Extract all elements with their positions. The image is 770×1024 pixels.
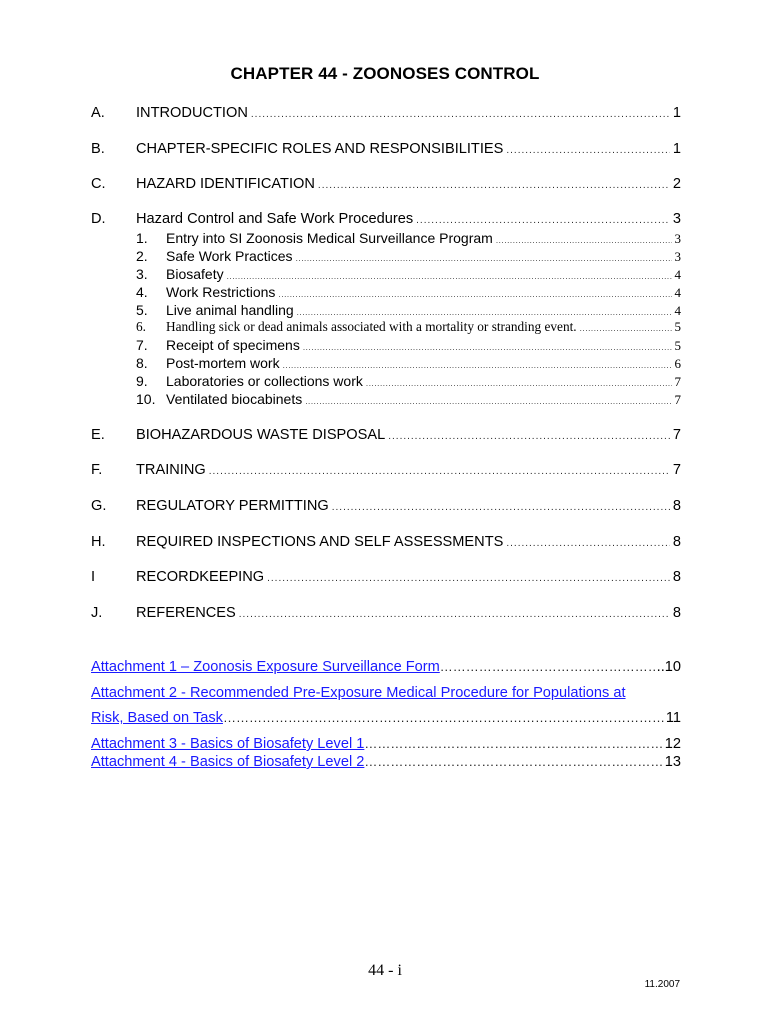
ellipsis-leader (440, 657, 657, 677)
toc-section-e[interactable] (91, 425, 681, 445)
toc-subsection-1[interactable] (136, 229, 681, 247)
toc-attachment-2[interactable] (91, 683, 681, 703)
toc-section-c[interactable] (91, 174, 681, 194)
subsection-number: 8. (136, 355, 148, 371)
toc-section-d[interactable] (91, 209, 681, 229)
dot-leader (506, 141, 670, 161)
subsection-number: 7. (136, 337, 148, 353)
subsection-number: 1. (136, 230, 148, 246)
dot-leader (318, 176, 670, 196)
toc-section-g[interactable] (91, 496, 681, 516)
subsection-number: 10. (136, 391, 156, 407)
section-page: 8 (672, 498, 681, 514)
section-page: 3 (672, 211, 681, 227)
toc-subsection-4[interactable] (136, 283, 681, 301)
section-page: 8 (672, 569, 681, 585)
section-letter: J. (91, 605, 103, 621)
dot-leader (209, 462, 670, 482)
toc-subsection-8[interactable] (136, 354, 681, 372)
section-label: BIOHAZARDOUS WASTE DISPOSAL (136, 427, 386, 443)
toc-attachment-1[interactable] (91, 657, 681, 677)
subsection-page: 6 (674, 356, 681, 371)
subsection-label: Live animal handling (166, 302, 294, 318)
toc-section-a[interactable] (91, 103, 681, 123)
footer-date: 11.2007 (644, 979, 680, 990)
section-label: CHAPTER-SPECIFIC ROLES AND RESPONSIBILITIES (136, 141, 504, 157)
subsection-page: 3 (674, 231, 681, 246)
subsection-page: 4 (674, 285, 681, 300)
subsection-page: 4 (674, 267, 681, 282)
attachment-link[interactable]: Attachment 1 – Zoonosis Exposure Surveillance Form (91, 659, 440, 675)
attachment-link[interactable]: Risk, Based on Task (91, 710, 223, 726)
section-label: Hazard Control and Safe Work Procedures (136, 211, 414, 227)
section-page: 2 (672, 176, 681, 192)
subsection-number: 3. (136, 266, 148, 282)
attachment-link[interactable]: Attachment 3 - Basics of Biosafety Level 1 (91, 736, 365, 752)
subsection-number: 6. (136, 319, 146, 334)
section-page: 7 (672, 462, 681, 478)
toc-section-b[interactable] (91, 139, 681, 159)
ellipsis-leader (364, 752, 664, 772)
section-letter: F. (91, 462, 103, 478)
dot-leader (506, 534, 670, 554)
toc-subsection-7[interactable] (136, 336, 681, 354)
dot-leader (332, 498, 670, 518)
section-label: HAZARD IDENTIFICATION (136, 176, 315, 192)
subsection-page: 3 (674, 249, 681, 264)
subsection-label: Post-mortem work (166, 355, 280, 371)
dot-leader (416, 211, 670, 231)
subsection-page: 4 (674, 303, 681, 318)
section-label: REGULATORY PERMITTING (136, 498, 329, 514)
toc-section-i[interactable] (91, 567, 681, 587)
subsection-label: Work Restrictions (166, 284, 276, 300)
attachment-page: ..10 (656, 659, 681, 675)
ellipsis-leader (364, 734, 664, 754)
toc-section-f[interactable] (91, 460, 681, 480)
section-page: 1 (672, 141, 681, 157)
subsection-label: Biosafety (166, 266, 224, 282)
section-page: 1 (672, 105, 681, 121)
subsection-page: 5 (674, 319, 681, 334)
dot-leader (267, 569, 670, 589)
toc-subsection-2[interactable] (136, 247, 681, 265)
attachment-link[interactable]: Attachment 2 - Recommended Pre-Exposure Medical Procedure for Populations at (91, 685, 626, 701)
section-label: REFERENCES (136, 605, 236, 621)
attachment-page: 13 (664, 754, 681, 770)
subsection-page: 7 (674, 374, 681, 389)
section-label: REQUIRED INSPECTIONS AND SELF ASSESSMENTS (136, 534, 504, 550)
toc-attachment-3[interactable] (91, 734, 681, 754)
subsection-label: Ventilated biocabinets (166, 391, 303, 407)
subsection-number: 9. (136, 373, 148, 389)
subsection-label: Laboratories or collections work (166, 373, 363, 389)
section-letter: D. (91, 211, 106, 227)
section-letter: C. (91, 176, 106, 192)
section-page: 8 (672, 605, 681, 621)
section-letter: G. (91, 498, 107, 514)
subsection-page: 7 (674, 392, 681, 407)
chapter-title: CHAPTER 44 - ZOONOSES CONTROL (230, 64, 540, 83)
toc-attachment-4[interactable] (91, 752, 681, 772)
section-letter: H. (91, 534, 106, 550)
section-page: 7 (672, 427, 681, 443)
section-letter: A. (91, 105, 105, 121)
section-letter: I (91, 569, 96, 585)
section-letter: B. (91, 141, 105, 157)
dot-leader (239, 605, 670, 625)
section-page: 8 (672, 534, 681, 550)
subsection-label: Receipt of specimens (166, 337, 300, 353)
dot-leader (388, 427, 670, 447)
attachment-page: 11 (665, 710, 681, 726)
section-letter: E. (91, 427, 105, 443)
subsection-number: 5. (136, 302, 148, 318)
footer-page-number: 44 - i (368, 962, 402, 979)
toc-subsection-10[interactable] (136, 390, 681, 408)
subsection-number: 2. (136, 248, 148, 264)
subsection-page: 5 (674, 338, 681, 353)
toc-attachment-2-cont[interactable] (91, 708, 681, 728)
section-label: INTRODUCTION (136, 105, 248, 121)
toc-section-h[interactable] (91, 532, 681, 552)
subsection-number: 4. (136, 284, 148, 300)
ellipsis-leader (223, 708, 666, 728)
subsection-label: Handling sick or dead animals associated with a mortality or stranding event. (166, 319, 577, 334)
section-label: RECORDKEEPING (136, 569, 265, 585)
toc-section-j[interactable] (91, 603, 681, 623)
section-label: TRAINING (136, 462, 206, 478)
toc-subsection-6[interactable] (136, 318, 681, 336)
attachment-link[interactable]: Attachment 4 - Basics of Biosafety Level 2 (91, 754, 365, 770)
toc-subsection-9[interactable] (136, 372, 681, 390)
dot-leader (251, 105, 670, 125)
attachment-page: 12 (664, 736, 681, 752)
subsection-label: Entry into SI Zoonosis Medical Surveillance Program (166, 230, 493, 246)
dot-leader (305, 393, 671, 411)
toc-subsection-5[interactable] (136, 301, 681, 319)
subsection-label: Safe Work Practices (166, 248, 293, 264)
toc-subsection-3[interactable] (136, 265, 681, 283)
